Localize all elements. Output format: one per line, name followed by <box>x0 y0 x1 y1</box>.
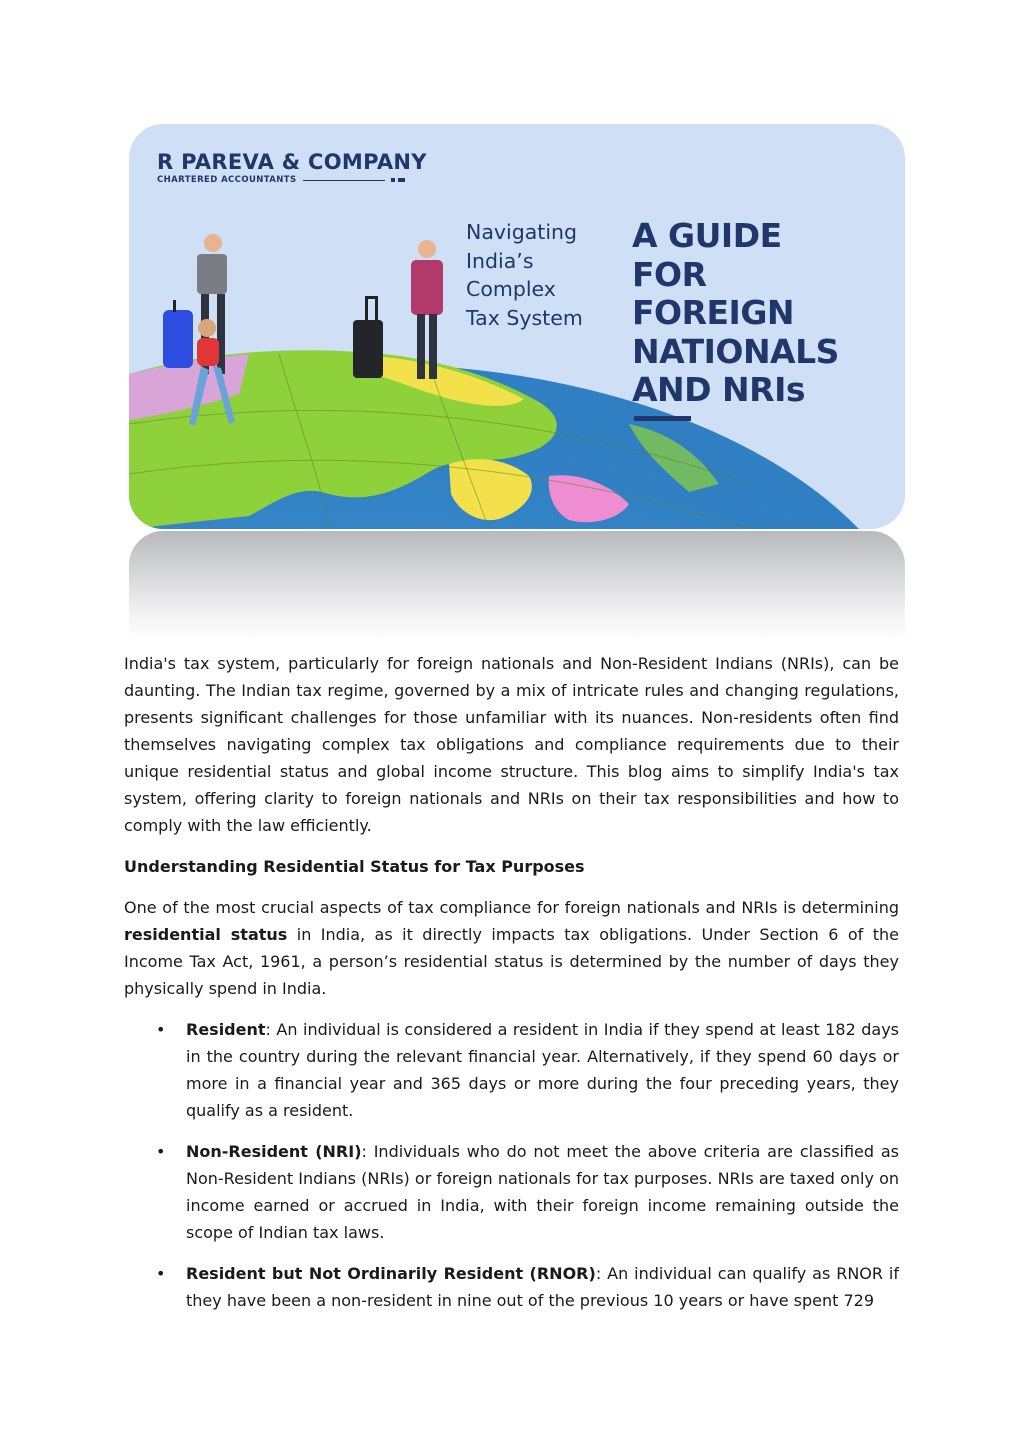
brand-rule <box>303 180 385 181</box>
paragraph-text: One of the most crucial aspects of tax compliance for foreign nationals and NRIs is determining <box>124 898 899 917</box>
status-list <box>124 1016 899 1314</box>
list-item <box>124 1260 899 1314</box>
banner-image <box>129 124 905 529</box>
paragraph-bold-term: residential status <box>124 925 288 944</box>
bullet-icon: • <box>156 1142 166 1161</box>
section-heading: Understanding Residential Status for Tax Purposes <box>124 857 585 876</box>
title-line: AND NRIs <box>632 370 805 409</box>
title-line: NATIONALS <box>632 331 839 371</box>
paragraph-text: in India, as it directly impacts tax obligations. Under Section 6 of the Income Tax Act, 1961, a person’s residential status is determined by the number of days they physically spend in India. <box>124 925 899 998</box>
brand-tagline: CHARTERED ACCOUNTANTS <box>157 175 297 185</box>
title-line: FOR <box>632 254 707 294</box>
list-item-text: : An individual can qualify as RNOR if they have been a non-resident in nine out of the previous 10 years or have spent 729 <box>186 1264 900 1310</box>
banner-subtitle <box>466 218 616 332</box>
intro-paragraph: India's tax system, particularly for foreign nationals and Non-Resident Indians (NRIs), can be daunting. The Indian tax regime, governed by a mix of intricate rules and changing regulations, presents significant challenges for those unfamiliar with its nuances. Non-residents often find themselves navigating complex tax obligations and compliance requirements due to their unique residential status and global income structure. This blog aims to simplify India's tax system, offering clarity to foreign nationals and NRIs on their tax responsibilities and how to comply with the law efficiently. <box>124 654 899 835</box>
subtitle-line: Navigating <box>466 220 578 244</box>
banner-reflection <box>129 531 905 641</box>
article-body <box>124 650 899 1328</box>
brand-square-icon <box>391 178 395 182</box>
subtitle-line: Tax System <box>466 305 583 330</box>
title-line: FOREIGN <box>632 293 795 332</box>
subtitle-line: Complex <box>466 277 556 301</box>
company-logo <box>157 150 427 185</box>
brand-square-icon <box>398 178 405 182</box>
subtitle-line: India’s <box>466 248 534 273</box>
title-line: A GUIDE <box>632 216 782 255</box>
list-item-term: Resident <box>186 1020 266 1039</box>
brand-name: R PAREVA & COMPANY <box>157 150 427 174</box>
section-paragraph <box>124 894 899 1002</box>
list-item-text: : An individual is considered a resident in India if they spend at least 182 days in the country during the relevant financial year. Alternatively, if they spend 60 days or more in a financial year and 365 days or more during the four preceding years, they qualify as a resident. <box>186 1020 899 1120</box>
title-underline <box>634 416 691 421</box>
list-item-term: Non-Resident (NRI) <box>186 1142 362 1161</box>
bullet-icon: • <box>156 1264 166 1283</box>
list-item <box>124 1016 899 1124</box>
list-item <box>124 1138 899 1246</box>
list-item-text: : Individuals who do not meet the above criteria are classified as Non-Resident Indians (NRIs) or foreign nationals for tax purposes. NRIs are taxed only on income earned or accrued in India, with their foreign income remaining outside the scope of Indian tax laws. <box>186 1142 899 1242</box>
list-item-term: Resident but Not Ordinarily Resident (RNOR) <box>186 1264 596 1283</box>
banner-title <box>632 217 892 410</box>
bullet-icon: • <box>156 1020 166 1039</box>
